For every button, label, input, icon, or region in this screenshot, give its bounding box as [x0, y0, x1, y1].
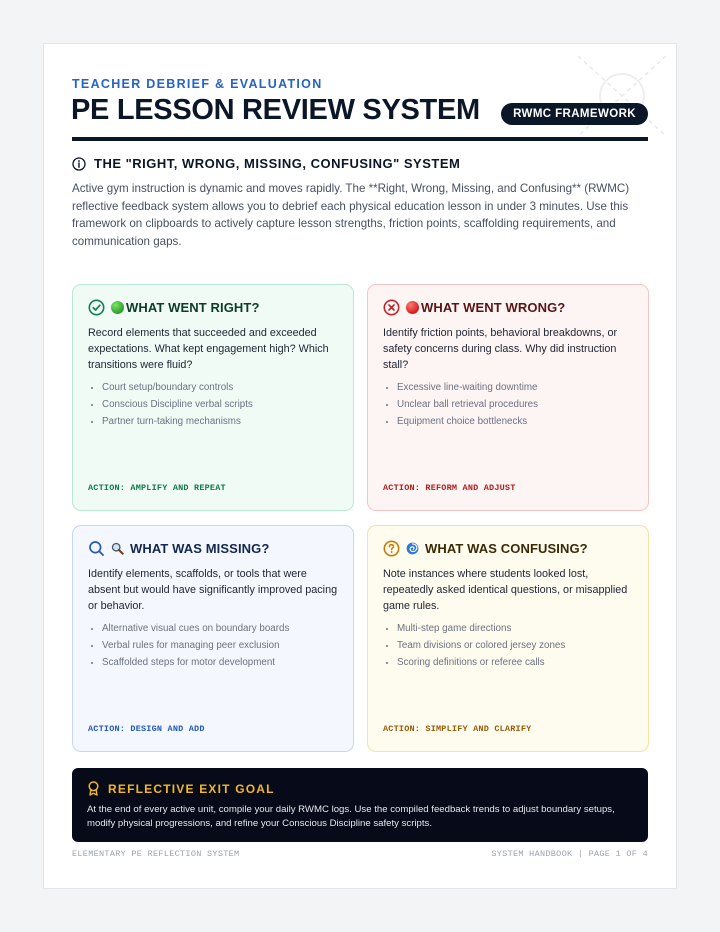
goal-heading: [87, 781, 633, 796]
card-heading: [383, 540, 634, 557]
list-item: • Scaffolded steps for motor development: [102, 654, 339, 671]
search-icon: [88, 540, 105, 557]
card-what-was-missing: [72, 525, 354, 752]
list-item: • Verbal rules for managing peer exclusion: [102, 637, 339, 654]
card-heading: [88, 540, 339, 557]
card-what-went-right: [72, 284, 354, 511]
card-heading: [383, 299, 634, 316]
card-list: [88, 620, 339, 671]
question-circle-icon: [383, 540, 400, 557]
footer-left-text: ELEMENTARY PE REFLECTION SYSTEM: [72, 849, 240, 859]
list-item: • Excessive line-waiting downtime: [397, 379, 634, 396]
card-action-label: ACTION: SIMPLIFY AND CLARIFY: [383, 724, 532, 734]
card-description: Record elements that succeeded and exceeded expectations. What kept engagement high? Which transitions were fluid?: [88, 327, 329, 371]
list-item: • Partner turn-taking mechanisms: [102, 413, 339, 430]
list-item: • Court setup/boundary controls: [102, 379, 339, 396]
card-list: [88, 379, 339, 430]
card-description: Note instances where students looked lost, repeatedly asked identical questions, or misapplied game rules.: [383, 568, 628, 612]
card-action-label: ACTION: AMPLIFY AND REPEAT: [88, 483, 226, 493]
page-footer: [72, 849, 648, 859]
card-heading: [88, 299, 339, 316]
x-circle-icon: [383, 299, 400, 316]
list-item: • Team divisions or colored jersey zones: [397, 637, 634, 654]
eyebrow-label: TEACHER DEBRIEF & EVALUATION: [72, 77, 323, 91]
magnifying-glass-emoji: [111, 542, 124, 555]
card-title: WHAT WENT WRONG?: [421, 300, 566, 315]
card-list: [383, 620, 634, 671]
card-action-label: ACTION: REFORM AND ADJUST: [383, 483, 516, 493]
list-item: • Unclear ball retrieval procedures: [397, 396, 634, 413]
list-item: • Scoring definitions or referee calls: [397, 654, 634, 671]
intro-heading: [72, 156, 460, 171]
card-title: WHAT WAS MISSING?: [130, 541, 270, 556]
goal-heading-text: REFLECTIVE EXIT GOAL: [108, 781, 275, 796]
check-circle-icon: [88, 299, 105, 316]
list-item: • Alternative visual cues on boundary boards: [102, 620, 339, 637]
card-title: WHAT WAS CONFUSING?: [425, 541, 588, 556]
intro-heading-text: THE "RIGHT, WRONG, MISSING, CONFUSING" SYSTEM: [94, 156, 461, 171]
green-circle-emoji: [111, 301, 124, 314]
list-item: • Conscious Discipline verbal scripts: [102, 396, 339, 413]
card-list: [383, 379, 634, 430]
card-what-was-confusing: [367, 525, 649, 752]
page-title: PE LESSON REVIEW SYSTEM: [71, 94, 480, 126]
card-description: Identify elements, scaffolds, or tools that were absent but would have significantly improved pacing or behavior.: [88, 568, 338, 612]
card-action-label: ACTION: DESIGN AND ADD: [88, 724, 205, 734]
card-what-went-wrong: [367, 284, 649, 511]
list-item: • Multi-step game directions: [397, 620, 634, 637]
info-icon: [72, 157, 86, 171]
card-title: WHAT WENT RIGHT?: [126, 300, 260, 315]
handbook-page: [43, 43, 677, 889]
award-icon: [87, 781, 100, 796]
framework-badge: RWMC FRAMEWORK: [501, 103, 648, 125]
title-divider: [72, 137, 648, 141]
card-description: Identify friction points, behavioral breakdowns, or safety concerns during class. Why did instruction stall?: [383, 327, 618, 371]
intro-paragraph: Active gym instruction is dynamic and moves rapidly. The **Right, Wrong, Missing, and Confusing** (RWMC) reflective feedback system allows you to debrief each physical education lesson in under 3 minutes. Use this framework on clipboards to actively capture lesson strengths, friction points, scaffolding requirements, and communication gaps.: [72, 182, 630, 248]
cyclone-emoji: [406, 542, 419, 555]
exit-goal-banner: [72, 768, 648, 842]
decorative-crosshair-icon: [566, 44, 676, 144]
red-circle-emoji: [406, 301, 419, 314]
goal-body: At the end of every active unit, compile your daily RWMC logs. Use the compiled feedback trends to adjust boundary setups, modify physical progressions, and refine your Conscious Discipline safety scripts.: [87, 804, 615, 829]
footer-page-number: SYSTEM HANDBOOK | PAGE 1 OF 4: [491, 849, 648, 859]
list-item: • Equipment choice bottlenecks: [397, 413, 634, 430]
